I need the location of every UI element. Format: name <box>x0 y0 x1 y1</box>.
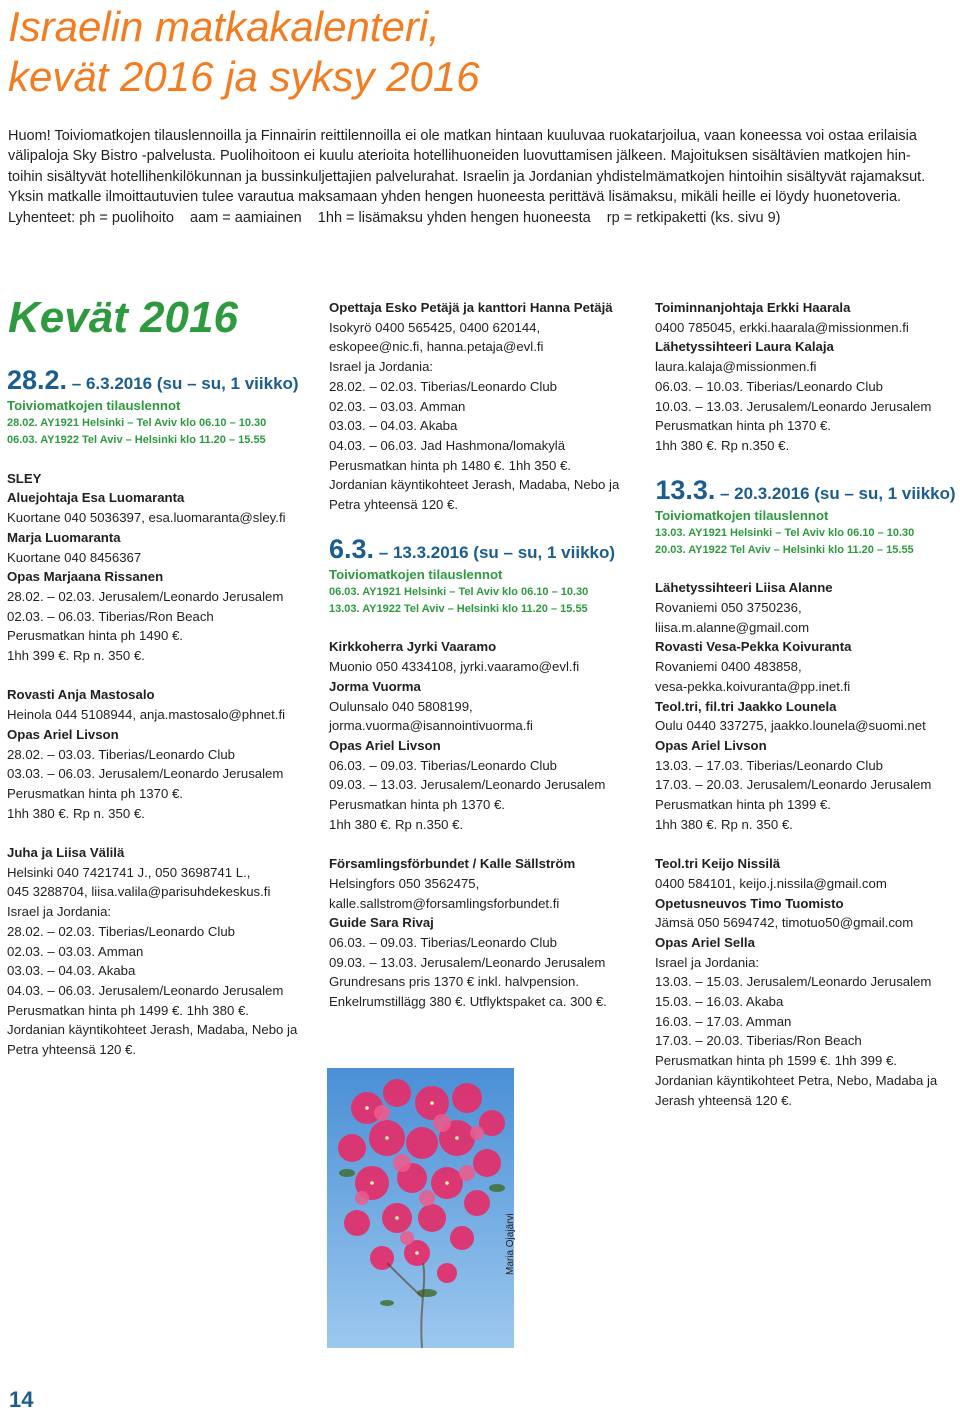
intro-paragraph <box>8 126 953 228</box>
detail-line: eskopee@nic.fi, hanna.petaja@evl.fi <box>329 339 544 355</box>
detail-line: 28.02. – 03.03. Tiberias/Leonardo Club <box>7 746 236 762</box>
trip-date-range: – 13.3.2016 (su – su, 1 viikko) <box>374 542 616 562</box>
detail-line: 02.03. – 03.03. Amman <box>329 398 466 414</box>
trip-date-heading <box>655 474 956 506</box>
detail-line: 28.02. – 02.03. Jerusalem/Leonardo Jerusalem <box>7 588 284 604</box>
column-2-top-lines <box>329 298 641 515</box>
flight-line: 28.02. AY1921 Helsinki – Tel Aviv klo 06.10 – 10.30 <box>7 417 267 429</box>
intro-line: toihin sisältyvät hotellihenkilökunnan ja bussinkuljettajien palvelurahat. Israelin ja Jordanian yhdistelmämatkojen hintoihin sisältyvät rajamaksut. <box>8 168 926 185</box>
column-3 <box>655 298 955 1110</box>
contact-heading: Teol.tri Keijo Nissilä <box>655 856 781 872</box>
detail-line: Perusmatkan hinta ph 1370 €. <box>329 797 505 813</box>
bougainvillea-photo <box>327 1068 514 1348</box>
detail-line: jorma.vuorma@isannointivuorma.fi <box>329 718 533 734</box>
detail-line: Israel ja Jordania: <box>329 359 434 375</box>
detail-line: Kuortane 040 5036397, esa.luomaranta@sley.fi <box>7 510 286 526</box>
contact-heading: Teol.tri, fil.tri Jaakko Lounela <box>655 698 837 714</box>
detail-line: 09.03. – 13.03. Jerusalem/Leonardo Jerusalem <box>329 777 606 793</box>
title-line-2: kevät 2016 ja syksy 2016 <box>8 53 480 100</box>
contact-heading: Opetusneuvos Timo Tuomisto <box>655 895 844 911</box>
detail-line: Israel ja Jordania: <box>7 904 112 920</box>
detail-line: Perusmatkan hinta ph 1399 €. <box>655 797 831 813</box>
detail-line: Rovaniemi 0400 483858, <box>655 659 802 675</box>
trip-date-range: – 20.3.2016 (su – su, 1 viikko) <box>715 483 956 503</box>
contact-heading: Opas Ariel Sella <box>655 934 755 950</box>
trip-start-date: 13.3. <box>655 474 716 505</box>
detail-line: laura.kalaja@missionmen.fi <box>655 359 817 375</box>
detail-line: Oulu 0440 337275, jaakko.lounela@suomi.net <box>655 718 926 734</box>
detail-line: 0400 785045, erkki.haarala@missionmen.fi <box>655 319 909 335</box>
detail-line: Perusmatkan hinta ph 1480 €. 1hh 350 €. <box>329 457 571 473</box>
detail-line: Muonio 050 4334108, jyrki.vaaramo@evl.fi <box>329 659 580 675</box>
contact-heading: Opettaja Esko Petäjä ja kanttori Hanna Petäjä <box>329 300 613 315</box>
contact-heading: Aluejohtaja Esa Luomaranta <box>7 490 185 506</box>
trip-start-date: 6.3. <box>329 533 375 564</box>
detail-line <box>7 823 317 843</box>
detail-line: Kuortane 040 8456367 <box>7 549 142 565</box>
detail-line: 09.03. – 13.03. Jerusalem/Leonardo Jerusalem <box>329 954 606 970</box>
contact-heading: Rovasti Anja Mastosalo <box>7 687 155 703</box>
contact-heading: Opas Ariel Livson <box>329 737 441 753</box>
detail-line: Helsinki 040 7421741 J., 050 3698741 L., <box>7 864 251 880</box>
detail-line: Perusmatkan hinta ph 1370 €. <box>655 418 831 434</box>
detail-line <box>655 834 955 854</box>
intro-line: välipaloja Sky Bistro -palvelusta. Puolihoitoon ei kuulu aterioita hotellihuoneiden luovuttamisen jälkeen. Majoituksen sisältävien matkojen hin- <box>8 148 911 165</box>
contact-heading: Kirkkoherra Jyrki Vaaramo <box>329 639 497 655</box>
contact-heading: Jorma Vuorma <box>329 678 421 694</box>
column-1-lines <box>7 469 317 1060</box>
contact-heading: Marja Luomaranta <box>7 529 121 545</box>
detail-line: Isokyrö 0400 565425, 0400 620144, <box>329 319 541 335</box>
detail-line: 04.03. – 06.03. Jad Hashmona/lomakylä <box>329 437 566 453</box>
detail-line: kalle.sallstrom@forsamlingsforbundet.fi <box>329 895 560 911</box>
contact-heading: Guide Sara Rivaj <box>329 915 434 931</box>
detail-line: Jerash yhteensä 120 €. <box>655 1092 793 1108</box>
flight-line: 13.03. AY1921 Helsinki – Tel Aviv klo 06.10 – 10.30 <box>655 526 915 539</box>
detail-line: Petra yhteensä 120 €. <box>7 1042 137 1058</box>
detail-line: 04.03. – 06.03. Jerusalem/Leonardo Jerusalem <box>7 982 284 998</box>
trip-date-heading <box>329 533 641 565</box>
detail-line: Perusmatkan hinta ph 1370 €. <box>7 785 183 801</box>
detail-line: 045 3288704, liisa.valila@parisuhdekeskus.fi <box>7 884 271 900</box>
intro-line: Yksin matkalle ilmoittautuvien tulee varautua maksamaan yhden hengen huoneesta perittävä lisämaksu, mikäli heille ei löydy huonetoveria. <box>8 189 902 206</box>
intro-line: Lyhenteet: ph = puolihoito aam = aamiainen 1hh = lisämaksu yhden hengen huoneesta rp = retkipaketti (ks. sivu 9) <box>8 209 781 226</box>
detail-line: 03.03. – 06.03. Jerusalem/Leonardo Jerusalem <box>7 766 284 782</box>
photo-credit: Maria Ojajärvi <box>505 1213 516 1275</box>
detail-line: Heinola 044 5108944, anja.mastosalo@phnet.fi <box>7 707 286 723</box>
page-title <box>8 2 480 102</box>
detail-line: vesa-pekka.koivuranta@pp.inet.fi <box>655 678 851 694</box>
contact-heading: Opas Ariel Livson <box>655 737 767 753</box>
contact-heading: Opas Marjaana Rissanen <box>7 569 164 585</box>
detail-line: Perusmatkan hinta ph 1499 €. 1hh 380 €. <box>7 1002 249 1018</box>
detail-line: Jämsä 050 5694742, timotuo50@gmail.com <box>655 915 914 931</box>
contact-heading: SLEY <box>7 470 42 486</box>
contact-heading: Lähetyssihteeri Laura Kalaja <box>655 339 834 355</box>
flight-line: 06.03. AY1921 Helsinki – Tel Aviv klo 06.10 – 10.30 <box>329 585 589 598</box>
detail-line: 03.03. – 04.03. Akaba <box>7 963 136 979</box>
flight-subtitle: Toiviomatkojen tilauslennot <box>7 398 181 413</box>
detail-line: liisa.m.alanne@gmail.com <box>655 619 810 635</box>
flight-line: 20.03. AY1922 Tel Aviv – Helsinki klo 11.20 – 15.55 <box>655 543 914 556</box>
detail-line: 02.03. – 06.03. Tiberias/Ron Beach <box>7 608 214 624</box>
detail-line: 17.03. – 20.03. Tiberias/Ron Beach <box>655 1033 862 1049</box>
contact-heading: Församlingsförbundet / Kalle Sällström <box>329 856 576 872</box>
contact-heading: Lähetyssihteeri Liisa Alanne <box>655 580 833 596</box>
detail-line: 03.03. – 04.03. Akaba <box>329 418 458 434</box>
detail-line: Israel ja Jordania: <box>655 954 760 970</box>
detail-line: 06.03. – 09.03. Tiberias/Leonardo Club <box>329 757 558 773</box>
detail-line <box>329 834 641 854</box>
detail-line: 1hh 380 €. Rp n. 350 €. <box>655 816 793 832</box>
flight-line: 13.03. AY1922 Tel Aviv – Helsinki klo 11.20 – 15.55 <box>329 602 588 615</box>
intro-line: Huom! Toiviomatkojen tilauslennoilla ja Finnairin reittilennoilla ei ole matkan hintaan kuuluvaa ruokatarjoilua, vaan koneessa voi ostaa erilaisia <box>8 128 917 144</box>
detail-line: 1hh 399 €. Rp n. 350 €. <box>7 648 145 664</box>
column-3-bottom-lines <box>655 578 955 1110</box>
trip-date-heading <box>7 365 317 396</box>
flight-subtitle: Toiviomatkojen tilauslennot <box>655 507 829 523</box>
column-2-bottom-lines <box>329 637 641 1011</box>
detail-line: Oulunsalo 040 5808199, <box>329 698 473 714</box>
detail-line: 1hh 380 €. Rp n. 350 €. <box>7 805 145 821</box>
detail-line: 28.02. – 02.03. Tiberias/Leonardo Club <box>329 378 558 394</box>
page-number: 14 <box>9 1387 34 1412</box>
trip-date-range: – 6.3.2016 (su – su, 1 viikko) <box>67 374 299 393</box>
detail-line: 0400 584101, keijo.j.nissila@gmail.com <box>655 875 887 891</box>
title-line-1: Israelin matkakalenteri, <box>8 3 440 50</box>
detail-line: 15.03. – 16.03. Akaba <box>655 994 784 1010</box>
detail-line: Rovaniemi 050 3750236, <box>655 600 802 616</box>
detail-line: Perusmatkan hinta ph 1599 €. 1hh 399 €. <box>655 1053 897 1069</box>
detail-line: 06.03. – 10.03. Tiberias/Leonardo Club <box>655 378 884 394</box>
detail-line: 02.03. – 03.03. Amman <box>7 943 144 959</box>
detail-line: 13.03. – 15.03. Jerusalem/Leonardo Jerusalem <box>655 974 932 990</box>
flight-subtitle: Toiviomatkojen tilauslennot <box>329 566 503 582</box>
detail-line: 1hh 380 €. Rp n.350 €. <box>329 816 464 832</box>
detail-line: Jordanian käyntikohteet Jerash, Madaba, Nebo ja <box>7 1022 298 1038</box>
detail-line: 17.03. – 20.03. Jerusalem/Leonardo Jerusalem <box>655 777 932 793</box>
detail-line: 06.03. – 09.03. Tiberias/Leonardo Club <box>329 934 558 950</box>
detail-line: 1hh 380 €. Rp n.350 €. <box>655 437 790 453</box>
detail-line: Grundresans pris 1370 € inkl. halvpension. <box>329 974 579 990</box>
column-2 <box>329 298 641 1012</box>
detail-line: Perusmatkan hinta ph 1490 €. <box>7 628 183 644</box>
detail-line: 28.02. – 02.03. Tiberias/Leonardo Club <box>7 923 236 939</box>
flight-line: 06.03. AY1922 Tel Aviv – Helsinki klo 11.20 – 15.55 <box>7 434 266 446</box>
contact-heading: Opas Ariel Livson <box>7 726 119 742</box>
column-3-top-lines <box>655 298 955 456</box>
detail-line: Jordanian käyntikohteet Petra, Nebo, Madaba ja <box>655 1072 938 1088</box>
detail-line <box>7 666 317 686</box>
contact-heading: Rovasti Vesa-Pekka Koivuranta <box>655 639 852 655</box>
detail-line: Helsingfors 050 3562475, <box>329 875 480 891</box>
trip-start-date: 28.2. <box>7 365 68 395</box>
detail-line: 10.03. – 13.03. Jerusalem/Leonardo Jerusalem <box>655 398 932 414</box>
detail-line: Petra yhteensä 120 €. <box>329 497 459 513</box>
season-title: Kevät 2016 <box>8 293 238 342</box>
detail-line: Enkelrumstillägg 380 €. Utflyktspaket ca. 300 €. <box>329 994 607 1010</box>
detail-line: 13.03. – 17.03. Tiberias/Leonardo Club <box>655 757 884 773</box>
detail-line: 16.03. – 17.03. Amman <box>655 1013 792 1029</box>
contact-heading: Juha ja Liisa Välilä <box>7 845 125 861</box>
column-1 <box>7 365 317 1060</box>
contact-heading: Toiminnanjohtaja Erkki Haarala <box>655 300 851 315</box>
detail-line: Jordanian käyntikohteet Jerash, Madaba, Nebo ja <box>329 477 620 493</box>
